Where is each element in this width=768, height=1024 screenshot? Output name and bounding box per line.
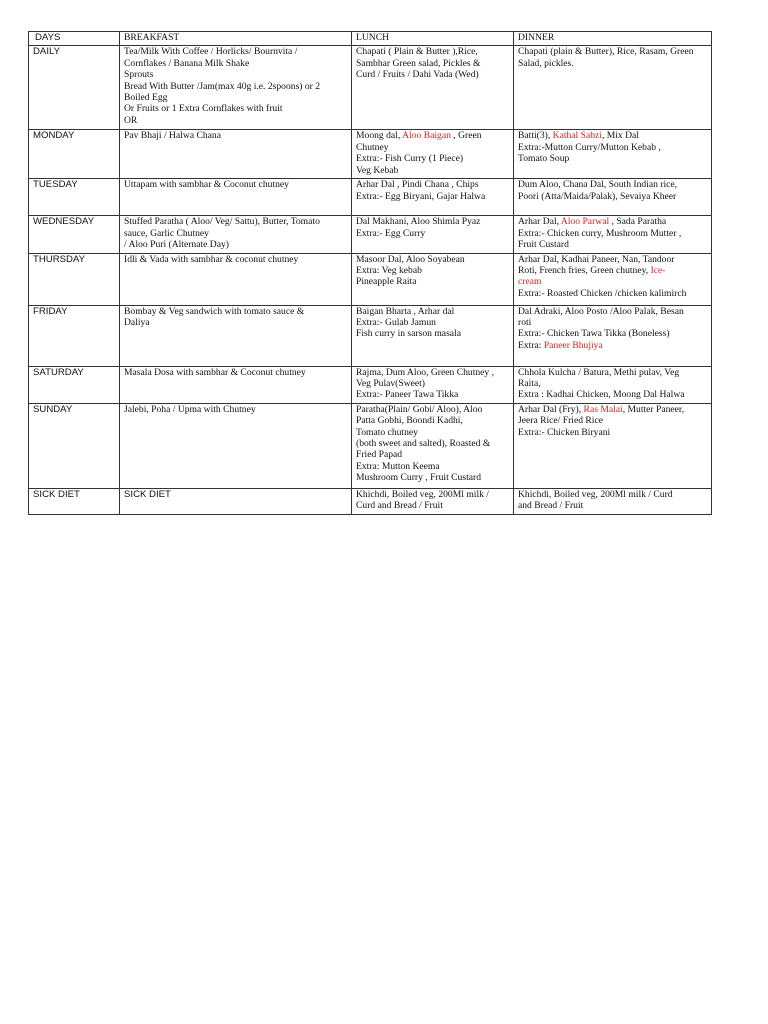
lunch-line xyxy=(356,142,509,153)
lunch-line xyxy=(356,461,509,472)
dish-text: Khichdi, Boiled veg, 200Ml milk / Curd xyxy=(518,488,673,500)
dish-text: Veg Kebab xyxy=(356,164,399,176)
dish-text: Extra:- Paneer Tawa Tikka xyxy=(356,389,459,401)
breakfast-line xyxy=(124,239,347,250)
dish-text: Uttapam with sambhar & Coconut chutney xyxy=(124,179,289,191)
dish-text: Dal Adraki, Aloo Posto /Aloo Palak, Besan xyxy=(518,305,684,317)
breakfast-cell xyxy=(120,216,352,253)
lunch-line xyxy=(356,317,509,328)
dish-text: Rajma, Dum Aloo, Green Chutney , xyxy=(356,366,495,378)
dish-text: Jeera Rice/ Fried Rice xyxy=(518,415,603,427)
highlighted-dish: cream xyxy=(518,276,542,288)
lunch-line xyxy=(356,265,509,276)
dish-text: , Mutter Paneer, xyxy=(622,403,685,415)
menu-row xyxy=(29,253,712,305)
dinner-line xyxy=(518,191,707,202)
dish-text: Extra : Kadhai Chicken, Moong Dal Halwa xyxy=(518,389,685,401)
dish-text: Curd / Fruits / Dahi Vada (Wed) xyxy=(356,69,479,81)
highlighted-dish: Aloo Baigan xyxy=(402,130,451,142)
dish-text: Paratha(Plain/ Gobi/ Aloo), Aloo xyxy=(356,403,483,415)
dish-text: Daliya xyxy=(124,317,150,329)
dish-text: Extra:-Mutton Curry/Mutton Kebab , xyxy=(518,141,661,153)
dish-text: Fried Papad xyxy=(356,449,403,461)
highlighted-dish: Ras Malai xyxy=(583,403,623,415)
breakfast-line xyxy=(124,179,347,190)
dish-text: Patta Gobhi, Boondi Kadhi, xyxy=(356,415,463,427)
dinner-line xyxy=(518,317,707,328)
lunch-line xyxy=(356,179,509,190)
lunch-line xyxy=(356,389,509,400)
highlighted-dish: Kathal Sabzi xyxy=(552,130,602,142)
breakfast-line xyxy=(124,404,347,415)
dish-text: Extra:- Fish Curry (1 Piece) xyxy=(356,153,464,165)
dish-text: Extra:- Chicken Tawa Tikka (Boneless) xyxy=(518,328,670,340)
lunch-cell xyxy=(352,179,514,216)
lunch-cell xyxy=(352,366,514,403)
menu-row xyxy=(29,216,712,253)
breakfast-line xyxy=(124,254,347,265)
dish-text: Extra:- Chicken curry, Mushroom Mutter , xyxy=(518,227,682,239)
dish-text: Stuffed Paratha ( Aloo/ Veg/ Sattu), Butter, Tomato xyxy=(124,216,320,228)
day-cell: THURSDAY xyxy=(29,253,120,305)
dinner-line xyxy=(518,427,707,438)
dinner-line xyxy=(518,228,707,239)
dish-text: Extra: xyxy=(518,339,544,351)
dish-text: Boiled Egg xyxy=(124,92,168,104)
day-cell: SUNDAY xyxy=(29,403,120,488)
breakfast-cell xyxy=(120,488,352,514)
dish-text: Tomato Soup xyxy=(518,153,570,165)
dish-text: roti xyxy=(518,317,532,329)
dish-text: Extra: Mutton Keema xyxy=(356,460,440,472)
breakfast-line xyxy=(124,306,347,317)
breakfast-line xyxy=(124,367,347,378)
breakfast-line xyxy=(124,58,347,69)
dish-text: Fruit Custard xyxy=(518,239,569,251)
dinner-line xyxy=(518,58,707,69)
breakfast-cell xyxy=(120,46,352,130)
dinner-line xyxy=(518,306,707,317)
menu-row xyxy=(29,305,712,366)
dinner-line xyxy=(518,216,707,227)
lunch-line xyxy=(356,489,509,500)
lunch-line xyxy=(356,328,509,339)
menu-row xyxy=(29,488,712,514)
lunch-line xyxy=(356,58,509,69)
dinner-line xyxy=(518,389,707,400)
dish-text: sauce, Garlic Chutney xyxy=(124,227,209,239)
breakfast-line xyxy=(124,228,347,239)
lunch-line xyxy=(356,378,509,389)
dinner-line xyxy=(518,378,707,389)
lunch-line xyxy=(356,449,509,460)
dish-text: Salad, pickles. xyxy=(518,57,574,69)
dish-text: Extra:- Egg Biryani, Gajar Halwa xyxy=(356,190,486,202)
dish-text: Mushroom Curry , Fruit Custard xyxy=(356,472,481,484)
dish-text: Tea/Milk With Coffee / Horlicks/ Bournvita / xyxy=(124,46,298,58)
breakfast-line xyxy=(124,130,347,141)
menu-row xyxy=(29,366,712,403)
dinner-line xyxy=(518,415,707,426)
dish-text: Extra:- Egg Curry xyxy=(356,227,426,239)
dinner-line xyxy=(518,130,707,141)
menu-row xyxy=(29,130,712,179)
dinner-cell xyxy=(514,253,712,305)
dish-text: Moong dal, xyxy=(356,130,403,142)
breakfast-line xyxy=(124,115,347,126)
menu-body xyxy=(29,46,712,514)
dinner-line xyxy=(518,404,707,415)
lunch-cell xyxy=(352,46,514,130)
breakfast-line xyxy=(124,489,347,500)
dinner-cell xyxy=(514,366,712,403)
lunch-line xyxy=(356,306,509,317)
dish-text: SICK DIET xyxy=(124,488,171,500)
dinner-cell xyxy=(514,46,712,130)
dish-text: Baigan Bharta , Arhar dal xyxy=(356,305,455,317)
breakfast-cell xyxy=(120,253,352,305)
lunch-line xyxy=(356,472,509,483)
breakfast-line xyxy=(124,103,347,114)
dish-text: Masoor Dal, Aloo Soyabean xyxy=(356,253,465,265)
dish-text: Jalebi, Poha / Upma with Chutney xyxy=(124,403,256,415)
lunch-cell xyxy=(352,216,514,253)
lunch-cell xyxy=(352,130,514,179)
mess-menu-table xyxy=(28,31,712,515)
dish-text: Curd and Bread / Fruit xyxy=(356,500,443,512)
dish-text: Idli & Vada with sambhar & coconut chutney xyxy=(124,253,299,265)
breakfast-line xyxy=(124,92,347,103)
lunch-line xyxy=(356,500,509,511)
dinner-cell xyxy=(514,216,712,253)
dish-text: , Sada Paratha xyxy=(609,216,667,228)
dish-text: Cornflakes / Banana Milk Shake xyxy=(124,57,250,69)
highlighted-dish: Aloo Parwal xyxy=(560,216,610,228)
breakfast-cell xyxy=(120,130,352,179)
header-dinner: DINNER xyxy=(514,32,712,46)
dish-text: Fish curry in sarson masala xyxy=(356,328,461,340)
dish-text: Chutney xyxy=(356,141,389,153)
lunch-line xyxy=(356,46,509,57)
menu-row xyxy=(29,403,712,488)
dinner-line xyxy=(518,179,707,190)
lunch-line xyxy=(356,415,509,426)
header-row xyxy=(29,32,712,46)
dish-text: Extra: Veg kebab xyxy=(356,265,422,277)
dish-text: Batti(3), xyxy=(518,130,553,142)
header-breakfast: BREAKFAST xyxy=(120,32,352,46)
lunch-line xyxy=(356,427,509,438)
dinner-line xyxy=(518,367,707,378)
dish-text: Chapati (plain & Butter), Rice, Rasam, Green xyxy=(518,46,694,58)
breakfast-cell xyxy=(120,179,352,216)
lunch-line xyxy=(356,438,509,449)
lunch-line xyxy=(356,228,509,239)
dinner-cell xyxy=(514,403,712,488)
dish-text: Extra:- Gulab Jamun xyxy=(356,317,436,329)
dish-text: Extra:- Roasted Chicken /chicken kalimirch xyxy=(518,287,687,299)
lunch-line xyxy=(356,367,509,378)
day-cell: SICK DIET xyxy=(29,488,120,514)
dish-text: Arhar Dal , Pindi Chana , Chips xyxy=(356,179,479,191)
dish-text: Tomato chutney xyxy=(356,426,418,438)
dish-text: Or Fruits or 1 Extra Cornflakes with fruit xyxy=(124,103,283,115)
day-cell: FRIDAY xyxy=(29,305,120,366)
dish-text: OR xyxy=(124,114,138,126)
dinner-line xyxy=(518,288,707,299)
lunch-line xyxy=(356,276,509,287)
dish-text: and Bread / Fruit xyxy=(518,500,584,512)
dish-text: Poori (Atta/Maida/Palak), Sevaiya Kheer xyxy=(518,190,677,202)
dish-text: / Aloo Puri (Alternate Day) xyxy=(124,239,229,251)
day-cell: MONDAY xyxy=(29,130,120,179)
lunch-line xyxy=(356,130,509,141)
dish-text: , Mix Dal xyxy=(601,130,639,142)
breakfast-line xyxy=(124,69,347,80)
dinner-cell xyxy=(514,305,712,366)
dinner-line xyxy=(518,328,707,339)
day-cell: SATURDAY xyxy=(29,366,120,403)
dish-text: Sprouts xyxy=(124,69,154,81)
breakfast-line xyxy=(124,81,347,92)
dinner-line xyxy=(518,46,707,57)
dish-text: Sambhar Green salad, Pickles & xyxy=(356,57,481,69)
dinner-line xyxy=(518,239,707,250)
breakfast-cell xyxy=(120,366,352,403)
lunch-cell xyxy=(352,305,514,366)
lunch-cell xyxy=(352,488,514,514)
dish-text: Masala Dosa with sambhar & Coconut chutney xyxy=(124,366,306,378)
dinner-line xyxy=(518,340,707,351)
breakfast-line xyxy=(124,216,347,227)
day-cell: WEDNESDAY xyxy=(29,216,120,253)
dinner-line xyxy=(518,254,707,265)
dish-text: Arhar Dal (Fry), xyxy=(518,403,584,415)
menu-row xyxy=(29,179,712,216)
dish-text: Pineapple Raita xyxy=(356,276,417,288)
dish-text: , Green xyxy=(450,130,482,142)
dinner-line xyxy=(518,153,707,164)
lunch-line xyxy=(356,216,509,227)
dish-text: (both sweet and salted), Roasted & xyxy=(356,438,491,450)
dinner-line xyxy=(518,489,707,500)
lunch-line xyxy=(356,191,509,202)
dish-text: Dal Makhani, Aloo Shimla Pyaz xyxy=(356,216,481,228)
header-days: DAYS xyxy=(29,32,120,46)
dinner-line xyxy=(518,142,707,153)
lunch-line xyxy=(356,254,509,265)
day-cell: TUESDAY xyxy=(29,179,120,216)
dish-text: Bread With Butter /Jam(max 40g i.e. 2spoons) or 2 xyxy=(124,80,321,92)
dish-text: Pav Bhaji / Halwa Chana xyxy=(124,130,221,142)
dish-text: Roti, French fries, Green chutney, xyxy=(518,265,651,277)
highlighted-dish: Ice- xyxy=(650,265,666,277)
dinner-cell xyxy=(514,179,712,216)
highlighted-dish: Paneer Bhujiya xyxy=(543,339,603,351)
dinner-cell xyxy=(514,130,712,179)
menu-row xyxy=(29,46,712,130)
dinner-line xyxy=(518,265,707,276)
lunch-cell xyxy=(352,253,514,305)
dish-text: Extra:- Chicken Biryani xyxy=(518,426,611,438)
dish-text: Veg Pulav(Sweet) xyxy=(356,378,426,390)
dish-text: Arhar Dal, xyxy=(518,216,561,228)
lunch-line xyxy=(356,404,509,415)
dish-text: Khichdi, Boiled veg, 200Ml milk / xyxy=(356,488,489,500)
dish-text: Dum Aloo, Chana Dal, South Indian rice, xyxy=(518,179,678,191)
dinner-line xyxy=(518,276,707,287)
dinner-line xyxy=(518,500,707,511)
dish-text: Bombay & Veg sandwich with tomato sauce & xyxy=(124,305,305,317)
breakfast-line xyxy=(124,46,347,57)
lunch-line xyxy=(356,153,509,164)
dish-text: Arhar Dal, Kadhai Paneer, Nan, Tandoor xyxy=(518,253,675,265)
breakfast-cell xyxy=(120,403,352,488)
dinner-cell xyxy=(514,488,712,514)
breakfast-line xyxy=(124,317,347,328)
header-lunch: LUNCH xyxy=(352,32,514,46)
lunch-line xyxy=(356,69,509,80)
dish-text: Raita, xyxy=(518,378,541,390)
day-cell: DAILY xyxy=(29,46,120,130)
dish-text: Chapati ( Plain & Butter ),Rice, xyxy=(356,46,478,58)
lunch-cell xyxy=(352,403,514,488)
breakfast-cell xyxy=(120,305,352,366)
lunch-line xyxy=(356,165,509,176)
dish-text: Chhola Kulcha / Batura, Methi pulav, Veg xyxy=(518,366,680,378)
